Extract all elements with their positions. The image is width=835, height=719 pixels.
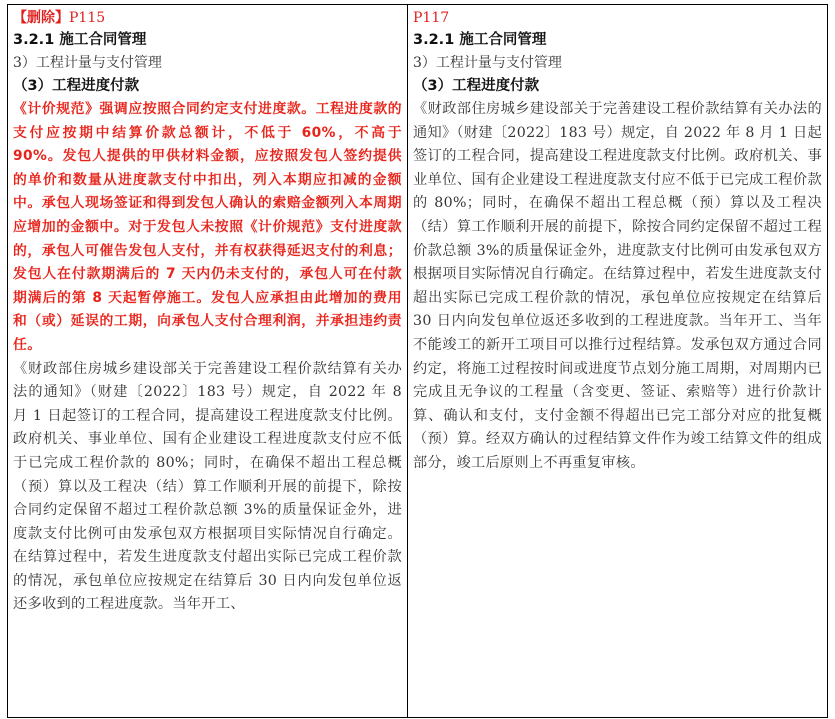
left-page-number: P115 (69, 10, 106, 26)
left-section-title: 3.2.1 施工合同管理 (13, 32, 147, 48)
left-heading: （3）工程进度付款 (13, 78, 140, 94)
right-column-revised (408, 5, 827, 717)
left-column-deleted (8, 5, 408, 717)
comparison-table (7, 4, 828, 718)
right-section-title: 3.2.1 施工合同管理 (413, 32, 547, 48)
left-subsection-title: 3）工程计量与支付管理 (13, 55, 162, 71)
delete-tag: 【删除】 (13, 10, 69, 26)
left-deleted-paragraph: 《计价规范》强调应按照合同约定支付进度款。工程进度款的支付应按期中结算价款总额计，不低于 60%，不高于 90%。发包人提供的甲供材料金额，应按照发包人签约提供的单价和数量从进度款支付中扣出，列入本期应扣减的金额中。承包人现场签证和得到发包人确认的索赔金额列入本周期应增加的金额中。对于发包人未按照《计价规范》支付进度款的，承包人可催告发包人支付，并有权获得延迟支付的利息；发包人在付款期满后的 7 天内仍未支付的，承包人可在付款期满后的第 8 天起暂停施工。发包人应承担由此增加的费用和（或）延误的工期，向承包人支付合理利润，并承担违约责任。 (13, 101, 402, 353)
left-page-ref (13, 7, 402, 29)
left-paragraph: 《财政部住房城乡建设部关于完善建设工程价款结算有关办法的通知》（财建〔2022〕183 号）规定，自 2022 年 8 月 1 日起签订的工程合同，提高建设工程进度款支付比例。政府机关、事业单位、国有企业建设工程进度款支付应不低于已完成工程价款的 80%；同时，在确保不超出工程总概（预）算以及工程决（结）算工作顺利开展的前提下，除按合同约定保留不超过工程价款总额 3%的质量保证金外，进度款支付比例可由发承包双方根据项目实际情况自行确定。在结算过程中，若发生进度款支付超出实际已完成工程价款的情况，承包单位应按规定在结算后 30 日内向发包单位返还多收到的工程进度款。当年开工、 (13, 360, 402, 613)
right-paragraph: 《财政部住房城乡建设部关于完善建设工程价款结算有关办法的通知》（财建〔2022〕183 号）规定，自 2022 年 8 月 1 日起签订的工程合同，提高建设工程进度款支付比例。政府机关、事业单位、国有企业建设工程进度款支付应不低于已完成工程价款的 80%；同时，在确保不超出工程总概（预）算以及工程决（结）算工作顺利开展的前提下，除按合同约定保留不超过工程价款总额 3%的质量保证金外，进度款支付比例可由发承包双方根据项目实际情况自行确定。在结算过程中，若发生进度款支付超出实际已完成工程价款的情况，承包单位应按规定在结算后 30 日内向发包单位返还多收到的工程进度款。当年开工、当年不能竣工的新开工项目可以推行过程结算。发承包双方通过合同约定，将施工过程按时间或进度节点划分施工周期，对周期内已完成且无争议的工程量（含变更、签证、索赔等）进行价款计算、确认和支付，支付金额不得超出已完工部分对应的批复概（预）算。经双方确认的过程结算文件作为竣工结算文件的组成部分，竣工后原则上不再重复审核。 (413, 101, 822, 471)
right-page-number: P117 (413, 10, 450, 26)
right-subsection-title: 3）工程计量与支付管理 (413, 55, 562, 71)
right-heading: （3）工程进度付款 (413, 78, 540, 94)
right-page-ref (413, 7, 822, 29)
